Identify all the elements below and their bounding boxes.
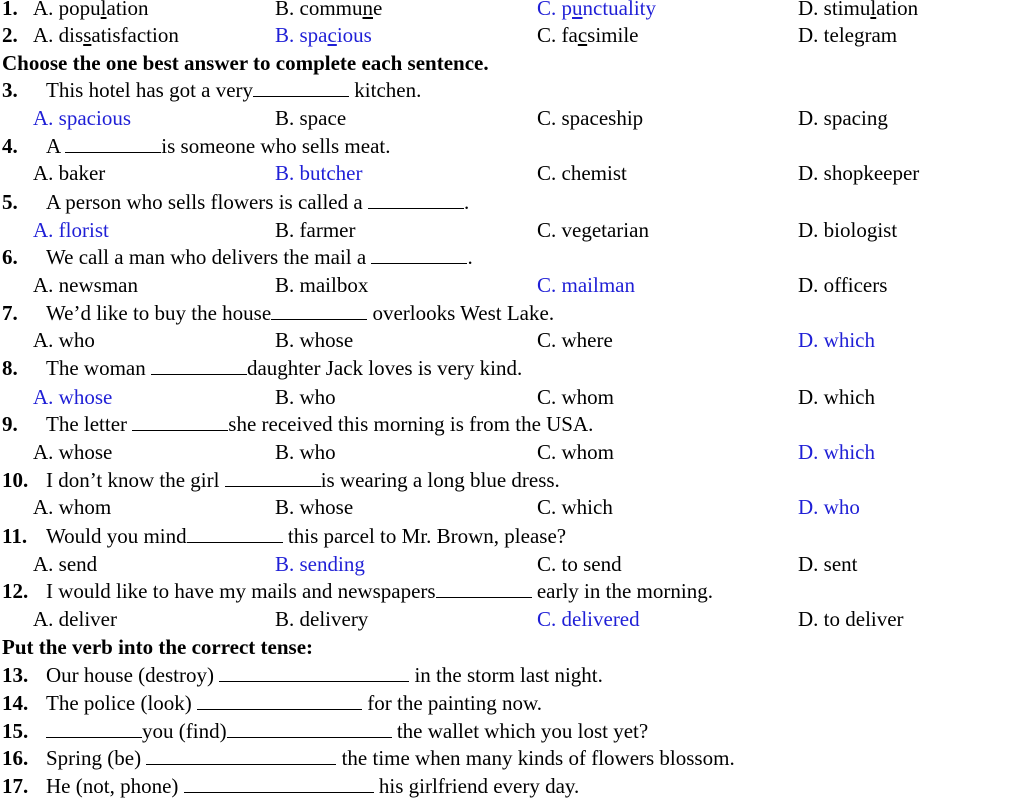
options-row [0,271,1024,299]
option-d: D. which [798,385,875,409]
answer-blank [225,468,321,487]
options-row [0,438,1024,466]
stem-text: Spring (be) the time when many kinds of flowers blossom. [46,746,735,770]
option-a: A. whose [33,440,113,464]
answer-blank [197,691,362,710]
option-d: D. telegram [798,23,898,47]
question-number: 13. [2,663,29,687]
question-stem [0,76,1024,104]
stem-text: I would like to have my mails and newspapers early in the morning. [46,579,713,603]
answer-blank [65,134,161,153]
option-c: C. spaceship [537,106,644,130]
question-stem [0,354,1024,382]
question-stem [0,577,1024,605]
options-row [0,104,1024,132]
option-c: C. facsimile [537,23,639,47]
answer-blank [368,190,464,209]
question-number: 14. [2,691,29,715]
option-c: C. which [537,495,613,519]
heading-text: Put the verb into the correct tense: [2,635,314,659]
option-c: C. whom [537,385,615,409]
option-a: A. dissatisfaction [33,23,179,47]
question-number: 5. [2,190,18,214]
question-number: 12. [2,579,29,603]
option-b: B. mailbox [275,273,369,297]
stem-text: He (not, phone) his girlfriend every day. [46,774,580,798]
options-row [0,383,1024,411]
stem-text: We’d like to buy the house overlooks West Lake. [46,301,555,325]
option-a-correct: A. whose [33,385,113,409]
stem-text: Would you mind this parcel to Mr. Brown, please? [46,524,567,548]
option-c: C. to send [537,552,622,576]
verb-question [0,717,1024,745]
option-b: B. space [275,106,347,130]
option-a: A. newsman [33,273,138,297]
question-number: 8. [2,356,18,380]
option-d-correct: D. which [798,440,875,464]
option-a: A. whom [33,495,112,519]
answer-blank [46,719,142,738]
option-c: C. chemist [537,161,627,185]
question-number: 16. [2,746,29,770]
verb-question [0,772,1024,800]
verb-question [0,744,1024,772]
stem-text: Our house (destroy) in the storm last night. [46,663,603,687]
option-a: A. who [33,328,95,352]
question-number: 4. [2,134,18,158]
stem-text: The woman daughter Jack loves is very kind. [46,356,523,380]
stem-text: We call a man who delivers the mail a . [46,245,473,269]
stem-text: I don’t know the girl is wearing a long blue dress. [46,468,560,492]
verb-question [0,661,1024,689]
option-c: C. where [537,328,613,352]
answer-blank [132,412,228,431]
pronunciation-row [0,0,1024,22]
option-d: D. to deliver [798,607,904,631]
option-b-correct: B. sending [275,552,365,576]
option-d-correct: D. which [798,328,875,352]
answer-blank [253,78,349,97]
stem-text: A person who sells flowers is called a . [46,190,470,214]
option-a: A. baker [33,161,106,185]
options-row [0,326,1024,354]
option-b: B. delivery [275,607,369,631]
option-b: B. who [275,440,336,464]
option-b: B. commune [275,0,383,20]
option-b: B. whose [275,328,354,352]
option-a: A. population [33,0,149,20]
option-c: C. whom [537,440,615,464]
option-c-correct: C. delivered [537,607,640,631]
question-number: 9. [2,412,18,436]
answer-blank [227,719,392,738]
question-stem [0,466,1024,494]
answer-blank [436,579,532,598]
question-stem [0,188,1024,216]
question-stem [0,132,1024,160]
options-row [0,550,1024,578]
option-d: D. stimulation [798,0,919,20]
options-row [0,159,1024,187]
option-d: D. biologist [798,218,898,242]
option-a-correct: A. spacious [33,106,131,130]
heading-text: Choose the one best answer to complete each sentence. [2,51,489,75]
stem-text: you (find) the wallet which you lost yet? [46,717,648,745]
option-c-correct: C. punctuality [537,0,656,20]
options-row [0,493,1024,521]
stem-text: This hotel has got a very kitchen. [46,78,422,102]
option-d: D. shopkeeper [798,161,920,185]
option-c-correct: C. mailman [537,273,635,297]
answer-blank [271,301,367,320]
verb-question [0,689,1024,717]
section-heading [0,49,1024,77]
option-d: D. sent [798,552,858,576]
option-b: B. who [275,385,336,409]
section-heading [0,633,1024,661]
question-number: 15. [2,719,29,743]
question-number: 7. [2,301,18,325]
stem-text: A is someone who sells meat. [46,134,391,158]
question-number: 1. [2,0,18,20]
option-a: A. deliver [33,607,117,631]
question-stem [0,243,1024,271]
answer-blank [184,774,374,793]
answer-blank [187,524,283,543]
question-number: 2. [2,23,18,47]
option-d-correct: D. who [798,495,860,519]
stem-text: The letter she received this morning is from the USA. [46,412,594,436]
option-b-correct: B. butcher [275,161,363,185]
option-d: D. spacing [798,106,888,130]
option-d: D. officers [798,273,888,297]
options-row [0,605,1024,633]
question-number: 17. [2,774,29,798]
options-row [0,216,1024,244]
question-number: 3. [2,78,18,102]
answer-blank [371,245,467,264]
option-b-correct: B. spacious [275,23,372,47]
option-c: C. vegetarian [537,218,649,242]
option-b: B. farmer [275,218,356,242]
option-b: B. whose [275,495,354,519]
question-number: 10. [2,468,29,492]
pronunciation-row [0,21,1024,49]
question-number: 11. [2,524,28,548]
question-stem [0,299,1024,327]
option-a: A. send [33,552,98,576]
stem-text: The police (look) for the painting now. [46,691,543,715]
question-number: 6. [2,245,18,269]
answer-blank [219,663,409,682]
answer-blank [146,746,336,765]
question-stem [0,522,1024,550]
answer-blank [151,356,247,375]
question-stem [0,410,1024,438]
option-a-correct: A. florist [33,218,109,242]
